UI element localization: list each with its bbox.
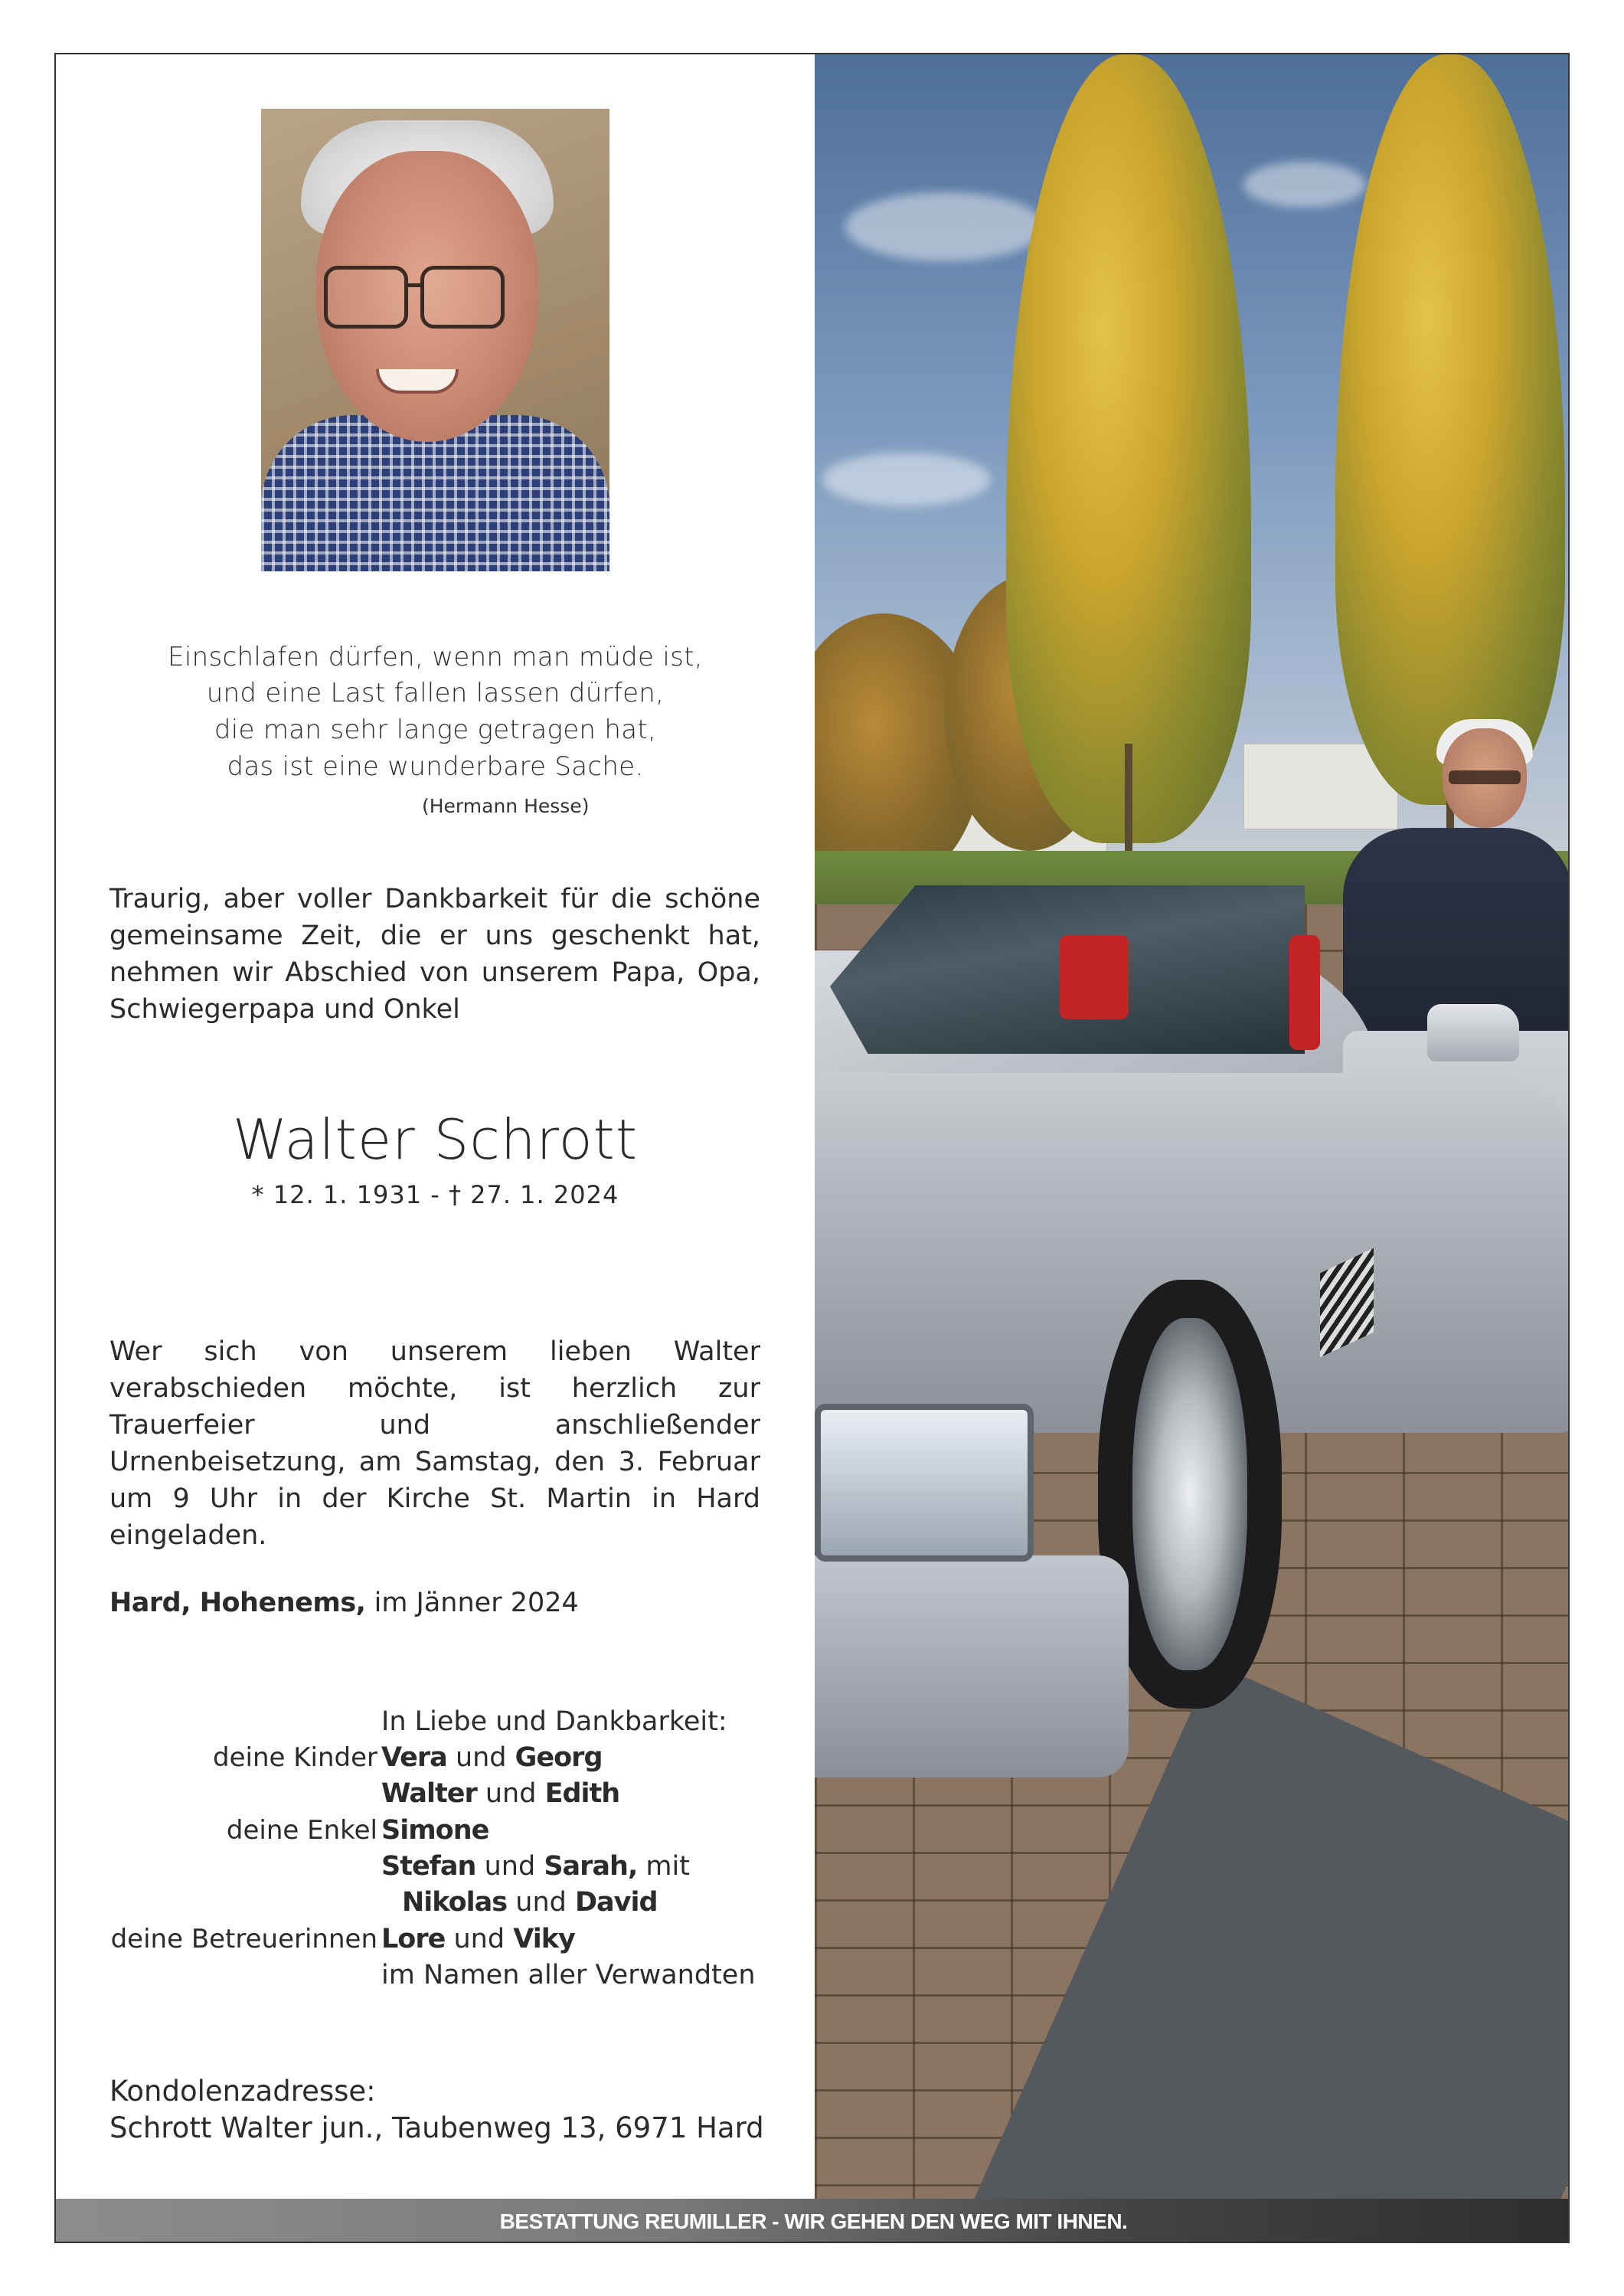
car-headlight bbox=[815, 1404, 1034, 1562]
portrait-photo bbox=[261, 109, 609, 571]
places: Hard, Hohenems, bbox=[109, 1588, 366, 1618]
place-date bbox=[109, 1588, 579, 1618]
poem-line: die man sehr lange getragen hat, bbox=[214, 715, 657, 745]
poem-line: und eine Last fallen lassen dürfen, bbox=[206, 678, 665, 708]
life-dates: * 12. 1. 1931 - † 27. 1. 2024 bbox=[251, 1180, 619, 1209]
intro-text: Traurig, aber voller Dankbarkeit für die schöne gemeinsame Zeit, die er uns geschenkt hat, nehmen wir Abschied von unserem Papa, Opa, Schwiegerpapa und Onkel bbox=[109, 884, 760, 1025]
grandchildren-line-2: Stefan und Sarah, mit bbox=[381, 1851, 690, 1882]
footer-slogan: BESTATTUNG REUMILLER - WIR GEHEN DEN WEG MIT IHNEN. bbox=[499, 2209, 1128, 2233]
poplar-tree-left bbox=[1006, 54, 1251, 843]
condolence-label: Kondolenzadresse: bbox=[109, 2075, 376, 2108]
car-mirror bbox=[1427, 1004, 1519, 1061]
signatures-heading: In Liebe und Dankbarkeit: bbox=[381, 1706, 727, 1737]
relation-carers: deine Betreuerinnen bbox=[110, 1924, 377, 1954]
car-bumper bbox=[815, 1555, 1129, 1778]
relation-children: deine Kinder bbox=[213, 1742, 377, 1773]
children-line-1: Vera und Georg bbox=[381, 1742, 603, 1773]
condolence-address: Schrott Walter jun., Taubenweg 13, 6971 Hard bbox=[109, 2111, 764, 2144]
relatives-line: im Namen aller Verwandten bbox=[381, 1960, 756, 1990]
car-photo bbox=[815, 54, 1570, 2199]
poem-author: (Hermann Hesse) bbox=[422, 795, 590, 817]
grandchildren-line-1: Simone bbox=[381, 1815, 489, 1846]
poplar-tree-right bbox=[1335, 54, 1565, 805]
date: im Jänner 2024 bbox=[374, 1588, 579, 1618]
poem-line: Einschlafen dürfen, wenn man müde ist, bbox=[168, 642, 703, 672]
invitation-text: Wer sich von unserem lieben Walter verabschieden möchte, ist herzlich zur Trauerfeier und anschließender Urnenbeisetzung, am Samstag, den 3. Februar um 9 Uhr in der Kirche St. Martin in Hard eingeladen. bbox=[109, 1336, 760, 1551]
obituary-card bbox=[54, 53, 1570, 2243]
children-line-2: Walter und Edith bbox=[381, 1778, 620, 1809]
deceased-name: Walter Schrott bbox=[232, 1107, 639, 1172]
great-grandchildren-line: Nikolas und David bbox=[402, 1887, 658, 1918]
poem-line: das ist eine wunderbare Sache. bbox=[227, 751, 644, 782]
relation-grandchildren: deine Enkel bbox=[226, 1815, 377, 1846]
car-rim bbox=[1132, 1318, 1247, 1670]
carers-line: Lore und Viky bbox=[381, 1924, 575, 1954]
